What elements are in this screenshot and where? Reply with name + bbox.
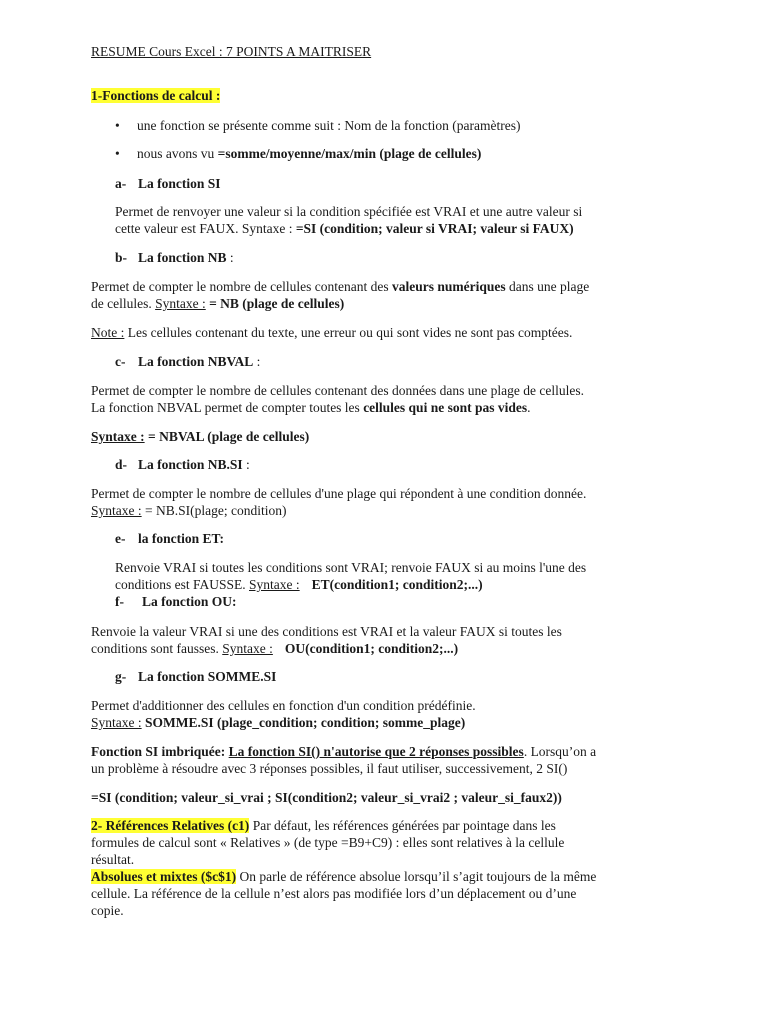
sommesi-description: Permet d'additionner des cellules en fonction d'un condition prédéfinie. Syntaxe : SOMME.SI (plage_condition; condition; somme_plage): [91, 698, 476, 730]
section1-heading: 1-Fonctions de calcul :: [91, 88, 221, 103]
subheading-si: a- La fonction SI: [115, 176, 221, 191]
nbsi-description: Permet de compter le nombre de cellules d'une plage qui répondent à une condition donnée. Syntaxe : = NB.SI(plage; condition): [91, 486, 587, 518]
document-page: RESUME Cours Excel : 7 POINTS A MAITRISER 1-Fonctions de calcul : • une fonction se présente comme suit : Nom de la fonction (paramètres) • nous avons vu =somme/moyenne/max/min (plage de cellules) a- La fonction SI Permet de renvoyer une valeur si la condition spécifiée est VRAI et une autre valeur si cette valeur est FAUX. Syntaxe : =SI (condition; valeur si VRAI; valeur si FAUX) b- La fonction NB : Permet de compter le nombre de cellules contenant des valeurs numériques dans une plage de cellules. Syntaxe : = NB (plage de cellules) Note : Les cellules contenant du texte, une erreur ou qui sont vides ne sont pas comptées. c- La fonction NBVAL : Permet de compter le nombre de cellules contenant des données dans une plage de cellules. La fonction NBVAL permet de compter toutes les cellules qui ne sont pas vides. Syntaxe : = NBVAL (plage de cellules) d- La fonction NB.SI : Permet de compter le nombre de cellules d'une plage qui répondent à une condition donnée. Syntaxe : = NB.SI(plage; condition) e- la fonction ET: Renvoie VRAI si toutes les conditions sont VRAI; renvoie FAUX si au moins l'une des conditions est FAUSSE. Syntaxe : ET(condition1; condition2;...) f- La fonction OU: Renvoie la valeur VRAI si une des conditions est VRAI et la valeur FAUX si toutes les conditions sont fausses. Syntaxe : OU(condition1; condition2;...) g- La fonction SOMME.SI Permet d'additionner des cellules en fonction d'un condition prédéfinie. Syntaxe : SOMME.SI (plage_condition; condition; somme_plage) Fonction SI imbriquée: La fonction SI() n'autorise que 2 réponses possibles. Lorsqu’on a un problème à résoudre avec 3 réponses possibles, il faut utiliser, successivement, 2 SI() =SI (condition; valeur_si_vrai ; SI(condition2; valeur_si_vrai2 ; valeur_si_faux2)) 2- Références Relatives (c1) Par défaut, les références générées par pointage dans les formules de calcul sont « Relatives » (de type =B9+C9) : elles sont relatives à la cellule résultat. Absolues et mixtes ($c$1) On parle de référence absolue lorsqu’il s’agit toujours de la même cellule. La référence de la cellule n’est alors pas modifiée lors d’un déplacement ou d’une copie.: [0, 0, 768, 1024]
subheading-et: e- la fonction ET:: [115, 531, 225, 546]
subheading-nbsi: d- La fonction NB.SI :: [115, 457, 250, 472]
si-description: Permet de renvoyer une valeur si la condition spécifiée est VRAI et une autre valeur si cette valeur est FAUX. Syntaxe : =SI (condition; valeur si VRAI; valeur si FAUX): [115, 204, 583, 236]
subheading-ou: f- La fonction OU:: [115, 594, 237, 609]
nbval-syntax: Syntaxe : = NBVAL (plage de cellules): [91, 429, 310, 444]
subheading-sommesi: g- La fonction SOMME.SI: [115, 669, 277, 684]
document-title: RESUME Cours Excel : 7 POINTS A MAITRISER: [91, 44, 372, 59]
nbval-description: Permet de compter le nombre de cellules contenant des données dans une plage de cellules. La fonction NBVAL permet de compter toutes les cellules qui ne sont pas vides.: [91, 383, 584, 415]
subheading-nb: b- La fonction NB :: [115, 250, 234, 265]
nb-note: Note : Les cellules contenant du texte, une erreur ou qui sont vides ne sont pas comptées.: [91, 325, 573, 340]
subheading-nbval: c- La fonction NBVAL :: [115, 354, 261, 369]
nested-si-paragraph: Fonction SI imbriquée: La fonction SI() n'autorise que 2 réponses possibles. Lorsqu’on a un problème à résoudre avec 3 réponses possibles, il faut utiliser, successivement, 2 SI(): [91, 744, 597, 776]
ou-description: Renvoie la valeur VRAI si une des conditions est VRAI et la valeur FAUX si toutes les conditions sont fausses. Syntaxe : OU(condition1; condition2;...): [91, 624, 562, 656]
et-description: Renvoie VRAI si toutes les conditions sont VRAI; renvoie FAUX si au moins l'une des conditions est FAUSSE. Syntaxe : ET(condition1; condition2;...): [115, 560, 587, 592]
nb-description: Permet de compter le nombre de cellules contenant des valeurs numériques dans une plage de cellules. Syntaxe : = NB (plage de cellules): [91, 279, 590, 311]
bullet-icon: •: [115, 146, 120, 161]
nested-si-formula: =SI (condition; valeur_si_vrai ; SI(condition2; valeur_si_vrai2 ; valeur_si_faux2)): [91, 790, 562, 805]
bullet-icon: •: [115, 118, 120, 133]
section2-relative: 2- Références Relatives (c1) Par défaut, les références générées par pointage dans les formules de calcul sont « Relatives » (de type =B9+C9) : elles sont relatives à la cellule résultat. Absolues et mixtes ($c$1) On parle de référence absolue lorsqu’il s’agit toujours de la même cellule. La référence de la cellule n’est alors pas modifiée lors d’un déplacement ou d’une copie.: [91, 818, 597, 918]
